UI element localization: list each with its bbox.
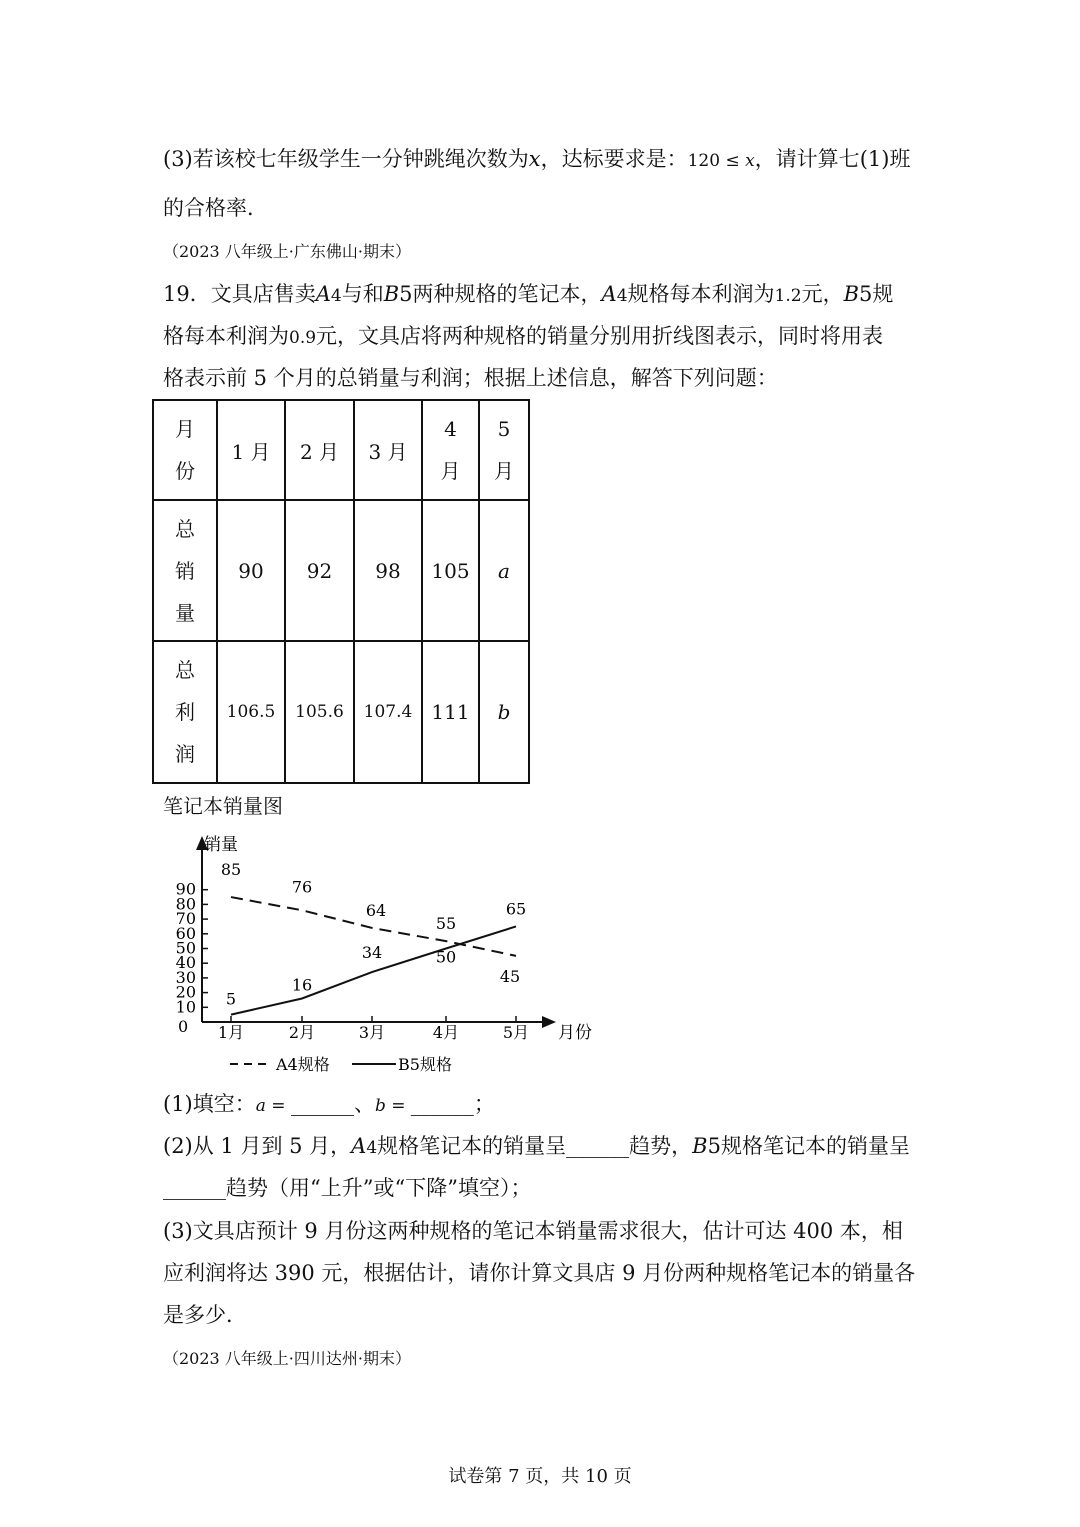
profit-cell: 107.4 bbox=[354, 641, 422, 783]
text: ，达标要求是： bbox=[540, 147, 688, 171]
sales-cell: a bbox=[479, 500, 529, 641]
text: 与和 bbox=[341, 282, 384, 306]
separator: 、 bbox=[353, 1092, 375, 1116]
var-A: A bbox=[315, 282, 331, 306]
y-tick-label: 0 bbox=[178, 1017, 189, 1036]
header-cell-month bbox=[479, 400, 529, 500]
label-char: 份 bbox=[175, 459, 195, 483]
text: 规格笔记本的销量呈 bbox=[377, 1134, 567, 1158]
q18-part3-line1 bbox=[163, 144, 910, 176]
y-tick-label: 40 bbox=[175, 953, 196, 973]
month-label: 1 月 bbox=[231, 439, 271, 464]
table-row-profit bbox=[153, 641, 529, 783]
text: 文具店售卖 bbox=[210, 282, 316, 306]
text: 两种规格的笔记本， bbox=[412, 282, 602, 306]
var-B: B bbox=[692, 1134, 708, 1158]
row-label-profit bbox=[153, 641, 217, 783]
x-tick-label: 4月 bbox=[432, 1023, 460, 1042]
profit-cell: 111 bbox=[422, 641, 479, 783]
q19-sub2-line2 bbox=[163, 1173, 531, 1203]
chart-title: 笔记本销量图 bbox=[163, 794, 283, 818]
header-cell-month bbox=[217, 400, 285, 500]
text: (2)从 1 月到 5 月， bbox=[163, 1134, 352, 1158]
question-number: 19． bbox=[163, 282, 211, 306]
y-tick-label: 20 bbox=[175, 982, 196, 1002]
num: 4 bbox=[616, 286, 628, 306]
data-label: 85 bbox=[220, 860, 242, 880]
text: 趋势， bbox=[629, 1134, 693, 1158]
text: 格每本利润为 bbox=[163, 324, 289, 348]
blank-a: ______ bbox=[290, 1092, 354, 1116]
sales-cell: 90 bbox=[217, 500, 285, 641]
y-tick-label: 90 bbox=[175, 879, 196, 899]
data-label: 34 bbox=[361, 943, 383, 963]
blank-b: ______ bbox=[410, 1092, 474, 1116]
sales-cell: 92 bbox=[285, 500, 354, 641]
y-tick-label: 30 bbox=[175, 967, 196, 987]
var-b: b bbox=[374, 1096, 386, 1116]
var-a: a bbox=[255, 1096, 266, 1116]
text: 元，文具店将两种规格的销量分别用折线图表示，同时将用表 bbox=[316, 324, 884, 348]
q18-part3-line2: 的合格率． bbox=[163, 196, 268, 220]
y-tick-label: 50 bbox=[175, 938, 196, 958]
profit-a: 1.2 bbox=[774, 286, 802, 306]
sales-profit-table bbox=[152, 399, 530, 784]
y-tick-label: 80 bbox=[175, 894, 196, 914]
label-char: 总 bbox=[175, 658, 195, 682]
data-label: 16 bbox=[291, 975, 313, 995]
data-label: 55 bbox=[435, 914, 457, 934]
q19-line2 bbox=[163, 321, 883, 353]
num: 5 bbox=[859, 282, 873, 306]
x-axis-label: 月份 bbox=[558, 1023, 592, 1043]
num: 5 bbox=[707, 1134, 721, 1158]
var-x: x bbox=[528, 147, 541, 171]
condition-var: x bbox=[745, 151, 755, 171]
num: 4 bbox=[330, 286, 342, 306]
text: 班 bbox=[889, 147, 911, 171]
profit-cell: 106.5 bbox=[217, 641, 285, 783]
label-char: 月 bbox=[175, 417, 195, 441]
x-tick-label: 1月 bbox=[217, 1023, 245, 1042]
text: 规格笔记本的销量呈 bbox=[720, 1134, 910, 1158]
q19-sub1 bbox=[163, 1089, 495, 1121]
table-row-sales bbox=[153, 500, 529, 641]
data-label: 76 bbox=[291, 877, 313, 897]
label-char: 销 bbox=[175, 558, 195, 583]
row-label-sales bbox=[153, 500, 217, 641]
month-label: 2 月 bbox=[299, 439, 340, 464]
var-B: B bbox=[383, 282, 400, 306]
header-cell-month bbox=[422, 400, 479, 500]
blank: ______ bbox=[163, 1176, 226, 1200]
blank: ______ bbox=[566, 1134, 630, 1158]
q19-sub3-line2: 应利润将达 390 元，根据估计，请你计算文具店 9 月份两种规格笔记本的销量各 bbox=[163, 1261, 916, 1285]
header-cell-label bbox=[153, 400, 217, 500]
data-label: 45 bbox=[499, 966, 521, 986]
equals: = bbox=[265, 1096, 291, 1116]
table-row-header bbox=[153, 400, 529, 500]
q19-sub3-line3: 是多少． bbox=[163, 1303, 247, 1327]
x-tick-label: 3月 bbox=[358, 1023, 386, 1042]
x-tick-label: 5月 bbox=[502, 1023, 530, 1042]
legend-label-b5: B5规格 bbox=[398, 1055, 452, 1074]
source-note-2: （2023 八年级上·四川达州·期末） bbox=[163, 1349, 411, 1368]
text: 规格每本利润为 bbox=[627, 282, 775, 306]
label-char: 润 bbox=[175, 742, 195, 766]
text: 元， bbox=[801, 282, 844, 306]
month-num: 4 bbox=[444, 417, 457, 441]
header-cell-month bbox=[354, 400, 422, 500]
class-number: (1) bbox=[859, 147, 890, 171]
q19-line1 bbox=[163, 279, 893, 311]
month-char: 月 bbox=[494, 459, 514, 483]
num: 4 bbox=[366, 1138, 378, 1158]
y-tick-label: 10 bbox=[175, 997, 196, 1017]
data-label: 64 bbox=[365, 900, 387, 920]
legend-label-a4: A4规格 bbox=[276, 1055, 330, 1074]
text: 趋势（用“上升”或“下降”填空）； bbox=[226, 1176, 532, 1200]
label-char: 总 bbox=[175, 516, 195, 541]
var-B: B bbox=[843, 282, 860, 306]
sales-line-chart bbox=[160, 826, 610, 1086]
q19-sub2-line1 bbox=[163, 1131, 910, 1163]
data-label: 65 bbox=[505, 899, 527, 919]
month-char: 月 bbox=[440, 459, 461, 483]
profit-b: 0.9 bbox=[289, 328, 317, 348]
text: (1)填空： bbox=[163, 1092, 256, 1116]
series-line-b5 bbox=[231, 926, 516, 1014]
equals: = bbox=[385, 1096, 411, 1116]
profit-cell: b bbox=[479, 641, 529, 783]
sales-cell: 98 bbox=[354, 500, 422, 641]
month-label: 3 月 bbox=[368, 439, 408, 464]
text: ，请计算七 bbox=[754, 147, 860, 171]
x-tick-label: 2月 bbox=[288, 1023, 316, 1042]
num: 5 bbox=[399, 282, 413, 306]
page-footer: 试卷第 7 页，共 10 页 bbox=[448, 1466, 632, 1487]
data-label: 50 bbox=[435, 947, 457, 967]
q19-line3: 格表示前 5 个月的总销量与利润；根据上述信息，解答下列问题： bbox=[163, 366, 778, 390]
var-A: A bbox=[351, 1134, 367, 1158]
x-axis-arrow bbox=[542, 1016, 556, 1028]
header-cell-month bbox=[285, 400, 354, 500]
text: (3)若该校七年级学生一分钟跳绳次数为 bbox=[163, 147, 529, 171]
condition-number: 120 ≤ bbox=[687, 151, 746, 171]
label-char: 利 bbox=[175, 700, 195, 724]
profit-cell: 105.6 bbox=[285, 641, 354, 783]
sales-cell: 105 bbox=[422, 500, 479, 641]
y-tick-label: 70 bbox=[175, 909, 196, 929]
q19-sub3-line1: (3)文具店预计 9 月份这两种规格的笔记本销量需求很大，估计可达 400 本，相 bbox=[163, 1219, 903, 1243]
y-axis-label: 销量 bbox=[204, 835, 238, 855]
data-label: 5 bbox=[225, 989, 237, 1009]
text: 规 bbox=[872, 282, 894, 306]
var-A: A bbox=[601, 282, 617, 306]
month-num: 5 bbox=[497, 417, 511, 441]
text: ； bbox=[473, 1092, 495, 1116]
label-char: 量 bbox=[175, 600, 195, 625]
source-note-1: （2023 八年级上·广东佛山·期末） bbox=[163, 242, 411, 261]
y-tick-label: 60 bbox=[175, 923, 196, 943]
